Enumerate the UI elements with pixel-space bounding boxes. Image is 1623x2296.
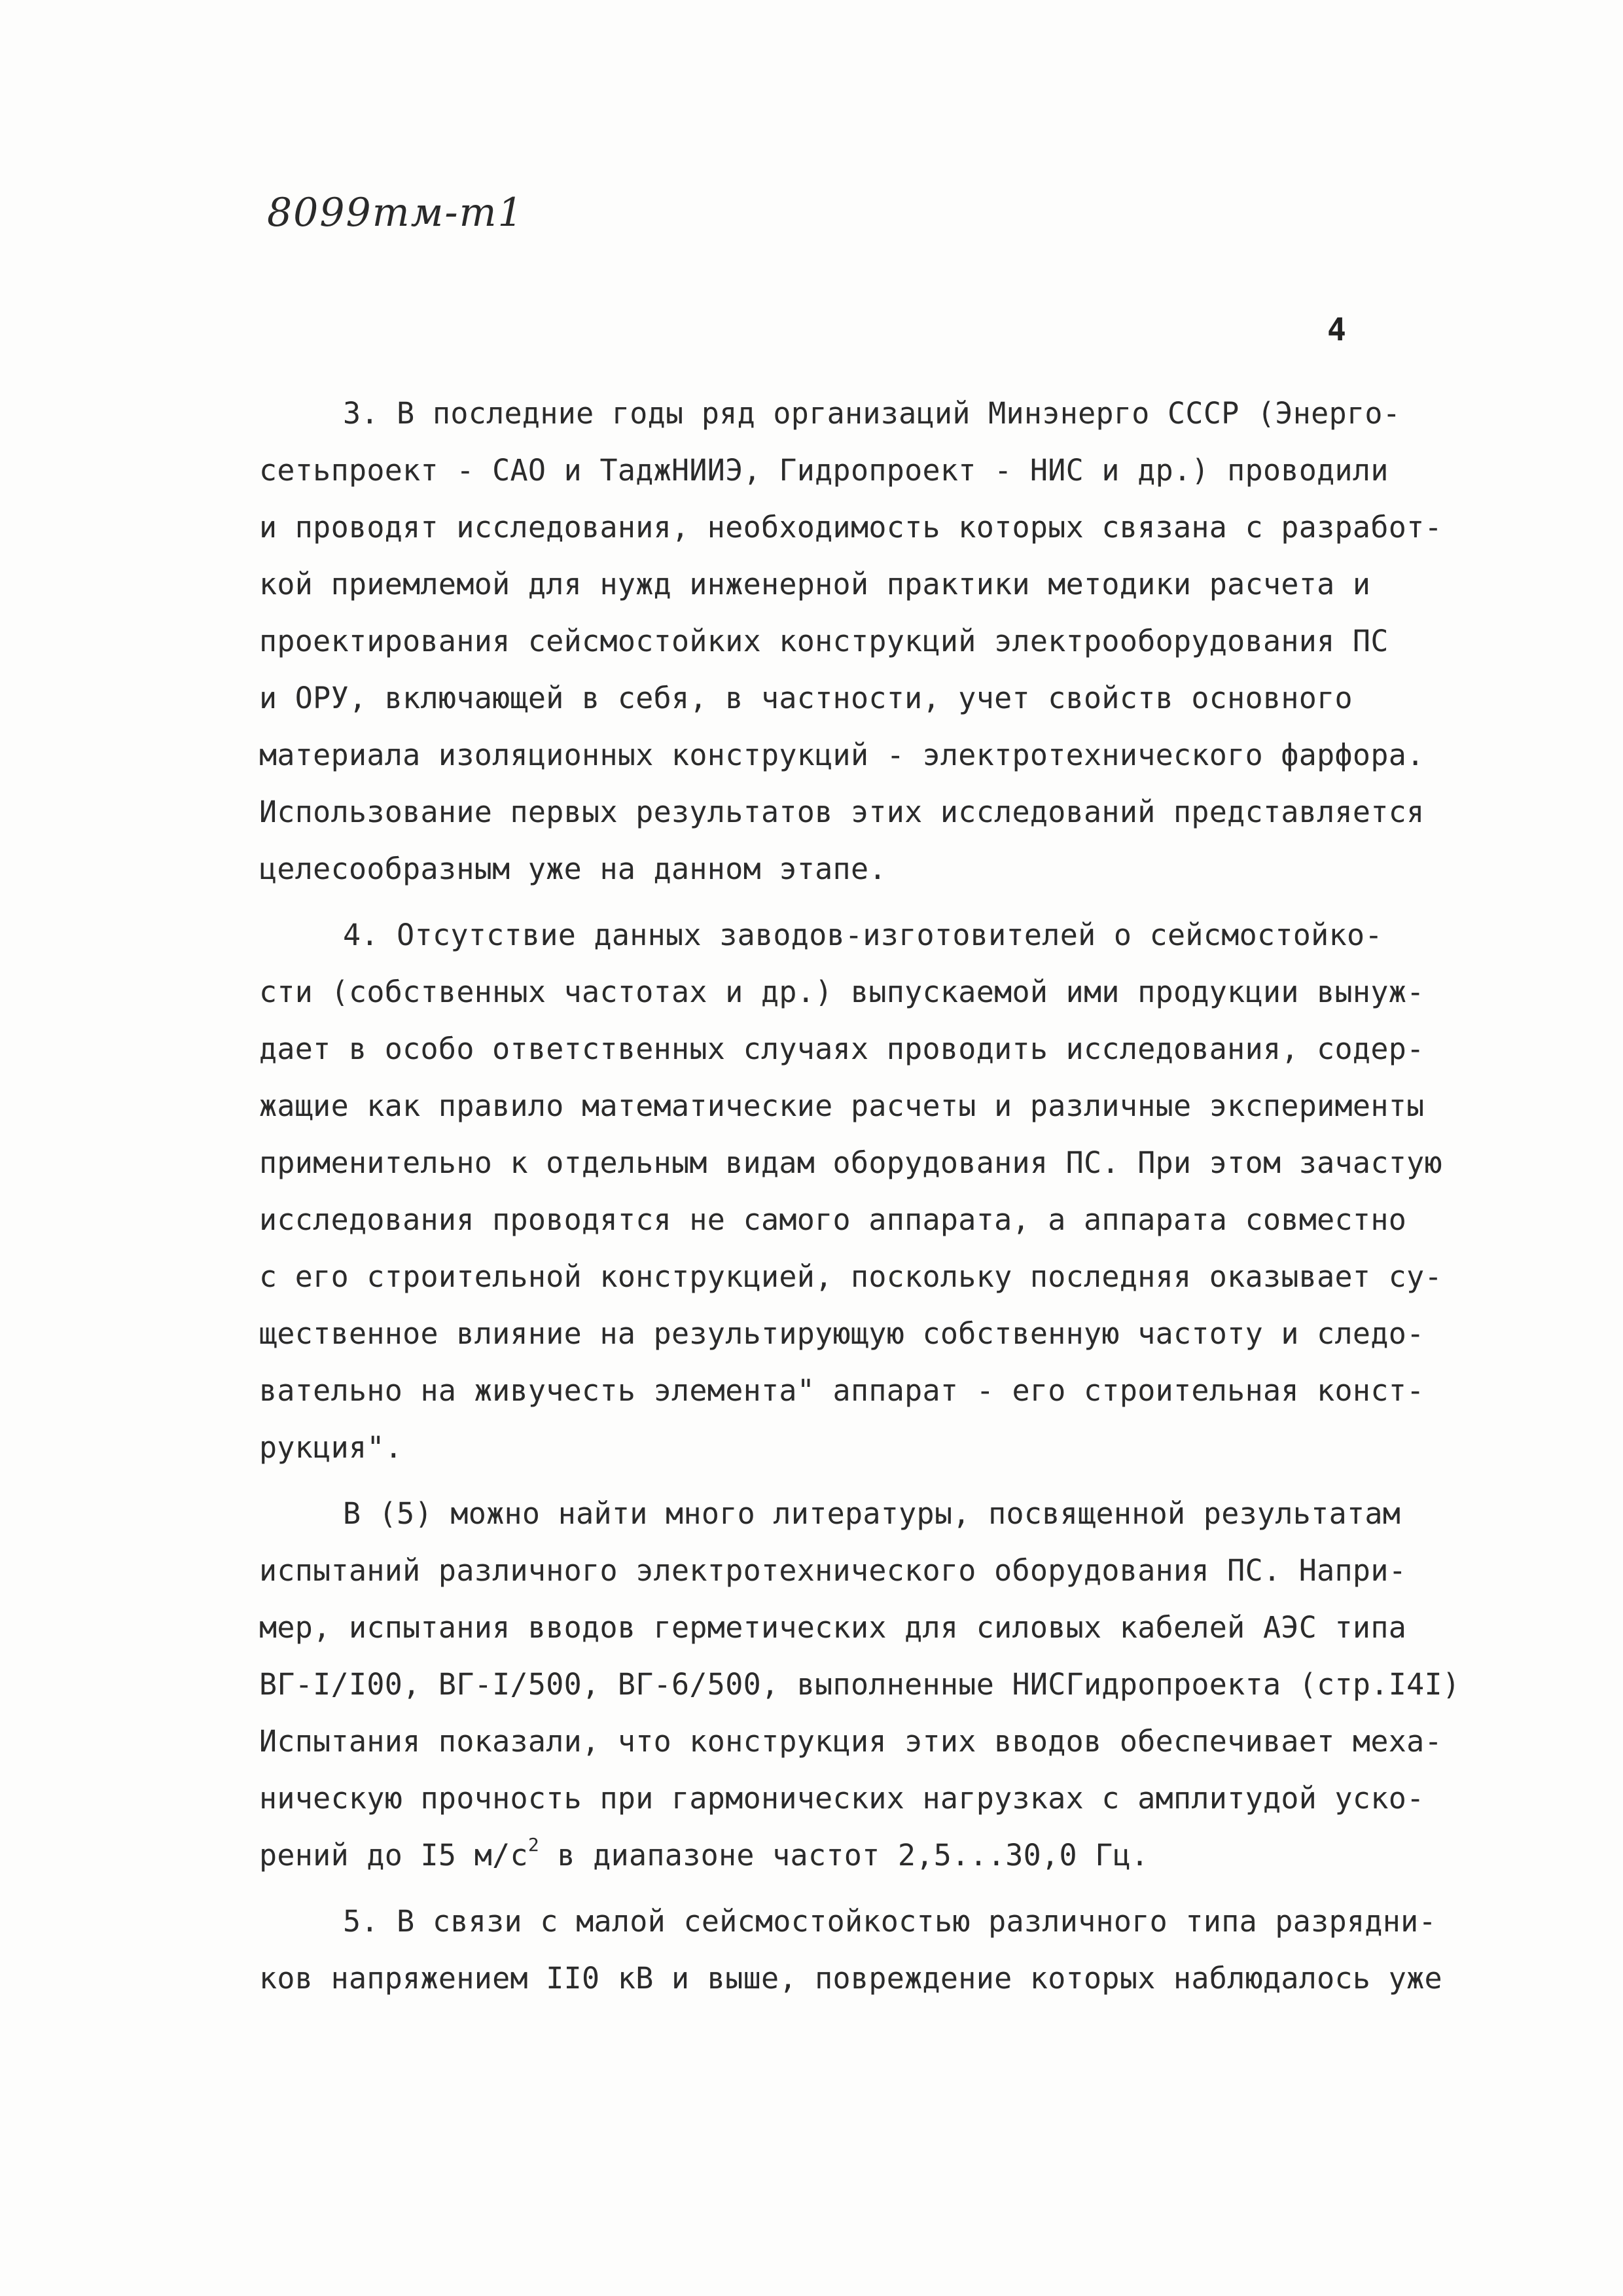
paragraph-3-line-5: проектирования сейсмостойких конструкций электрооборудования ПС	[259, 624, 1389, 658]
acceleration-text: рений до I5 м/с	[259, 1838, 528, 1873]
paragraph-gap	[259, 1884, 1457, 1893]
paragraph-5-line-1: 5. В связи с малой сейсмостойкостью различного типа разрядни-	[343, 1904, 1436, 1939]
paragraph-b-line-4: ВГ-I/I00, ВГ-I/500, ВГ-6/500, выполненные НИСГидропроекта (стр.I4I)	[259, 1667, 1461, 1702]
paragraph-b-line-6: ническую прочность при гармонических нагрузках с амплитудой уско-	[259, 1781, 1425, 1816]
paragraph-3-line-8: Использование первых результатов этих исследований представляется	[259, 795, 1425, 829]
document-code-handwritten: 8099тм-т1	[267, 190, 524, 236]
paragraph-3-line-4: кой приемлемой для нужд инженерной практики методики расчета и	[259, 567, 1371, 601]
paragraph-4-line-9: вательно на живучесть элемента" аппарат - его строительная конст-	[259, 1373, 1425, 1408]
paragraph-b-line-3: мер, испытания вводов герметических для силовых кабелей АЭС типа	[259, 1610, 1407, 1645]
paragraph-4-line-4: жащие как правило математические расчеты и различные эксперименты	[259, 1088, 1425, 1123]
paragraph-4-line-2: сти (собственных частотах и др.) выпускаемой ими продукции вынуж-	[259, 975, 1425, 1009]
superscript-exponent: 2	[527, 1834, 540, 1856]
paragraph-b-line-1: В (5) можно найти много литературы, посвященной результатам	[343, 1496, 1401, 1531]
body-text	[259, 385, 1461, 2007]
paragraph-3-line-9: целесообразным уже на данном этапе.	[259, 852, 887, 886]
paragraph-5-line-2: ков напряжением II0 кВ и выше, повреждение которых наблюдалось уже	[259, 1961, 1442, 1996]
paragraph-3-line-6: и ОРУ, включающей в себя, в частности, учет свойств основного	[259, 681, 1353, 715]
paragraph-4-line-3: дает в особо ответственных случаях проводить исследования, содер-	[259, 1031, 1425, 1066]
paragraph-gap	[259, 897, 1457, 906]
paragraph-3-line-3: и проводят исследования, необходимость которых связана с разработ-	[259, 510, 1442, 545]
paragraph-3-line-1: 3. В последние годы ряд организаций Минэнерго СССР (Энерго-	[343, 396, 1401, 431]
paragraph-4-line-8: щественное влияние на результирующую собственную частоту и следо-	[259, 1316, 1425, 1351]
paragraph-4-line-10: рукция".	[259, 1430, 403, 1465]
paragraph-4-line-5: применительно к отдельным видам оборудования ПС. При этом зачастую	[259, 1145, 1442, 1180]
paragraph-3-line-7: материала изоляционных конструкций - электротехнического фарфора.	[259, 738, 1425, 772]
paragraph-4-line-7: с его строительной конструкцией, поскольку последняя оказывает су-	[259, 1259, 1442, 1294]
paragraph-b-line-7	[259, 1827, 1457, 1884]
paragraph-4-line-1: 4. Отсутствие данных заводов-изготовителей о сейсмостойко-	[343, 918, 1383, 952]
paragraph-3-line-2: сетьпроект - САО и ТаджНИИЭ, Гидропроект - НИС и др.) проводили	[259, 453, 1389, 488]
paragraph-b-line-2: испытаний различного электротехнического оборудования ПС. Напри-	[259, 1553, 1407, 1588]
paragraph-b-line-5: Испытания показали, что конструкция этих вводов обеспечивает меха-	[259, 1724, 1442, 1759]
frequency-range-text: в диапазоне частот 2,5...30,0 Гц.	[539, 1838, 1149, 1873]
page-number: 4	[1327, 312, 1346, 348]
paragraph-4-line-6: исследования проводятся не самого аппарата, а аппарата совместно	[259, 1202, 1407, 1237]
paragraph-gap	[259, 1476, 1457, 1485]
